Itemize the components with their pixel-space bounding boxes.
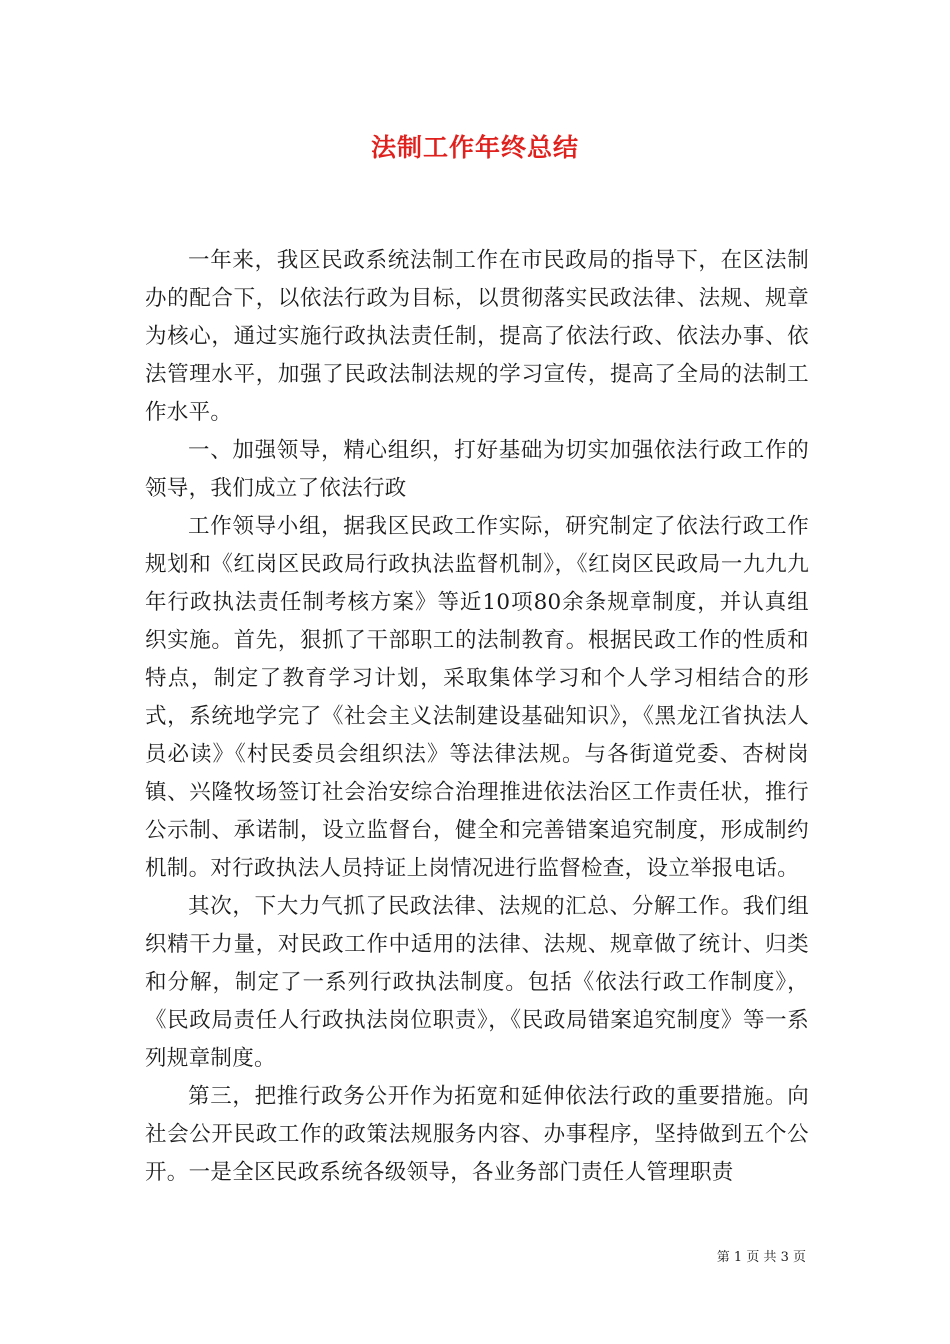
- document-body: [145, 242, 809, 1192]
- paragraph-section-one-heading: 一、加强领导，精心组织，打好基础为切实加强依法行政工作的领导，我们成立了依法行政: [145, 438, 809, 501]
- paragraph-second-point: 其次，下大力气抓了民政法律、法规的汇总、分解工作。我们组织精干力量，对民政工作中适用的法律、法规、规章做了统计、归类和分解，制定了一系列行政执法制度。包括《依法行政工作制度》，《民政局责任人行政执法岗位职责》，《民政局错案追究制度》等一系列规章制度。: [145, 894, 809, 1071]
- paragraph-third-point: 第三，把推行政务公开作为拓宽和延伸依法行政的重要措施。向社会公开民政工作的政策法规服务内容、办事程序，坚持做到五个公开。一是全区民政系统各级领导，各业务部门责任人管理职责: [145, 1084, 809, 1185]
- page-number-footer: [717, 1246, 806, 1265]
- document-title: 法制工作年终总结: [370, 133, 579, 162]
- paragraph-intro: 一年来，我区民政系统法制工作在市民政局的指导下，在区法制办的配合下，以依法行政为目标，以贯彻落实民政法律、法规、规章为核心，通过实施行政执法责任制，提高了依法行政、依法办事、依法管理水平，加强了民政法制法规的学习宣传，提高了全局的法制工作水平。: [145, 248, 809, 425]
- page-number-label: 第 1 页 共 3 页: [716, 1250, 806, 1265]
- paragraph-leadership-group: 工作领导小组，据我区民政工作实际，研究制定了依法行政工作规划和《红岗区民政局行政执法监督机制》，《红岗区民政局一九九九年行政执法责任制考核方案》等近10项80余条规章制度，并认真组织实施。首先，狠抓了干部职工的法制教育。根据民政工作的性质和特点，制定了教育学习计划，采取集体学习和个人学习相结合的形式，系统地学完了《社会主义法制建设基础知识》，《黑龙江省执法人员必读》《村民委员会组织法》等法律法规。与各街道党委、杏树岗镇、兴隆牧场签订社会治安综合治理推进依法治区工作责任状，推行公示制、承诺制，设立监督台，健全和完善错案追究制度，形成制约机制。对行政执法人员持证上岗情况进行监督检查，设立举报电话。: [145, 514, 809, 881]
